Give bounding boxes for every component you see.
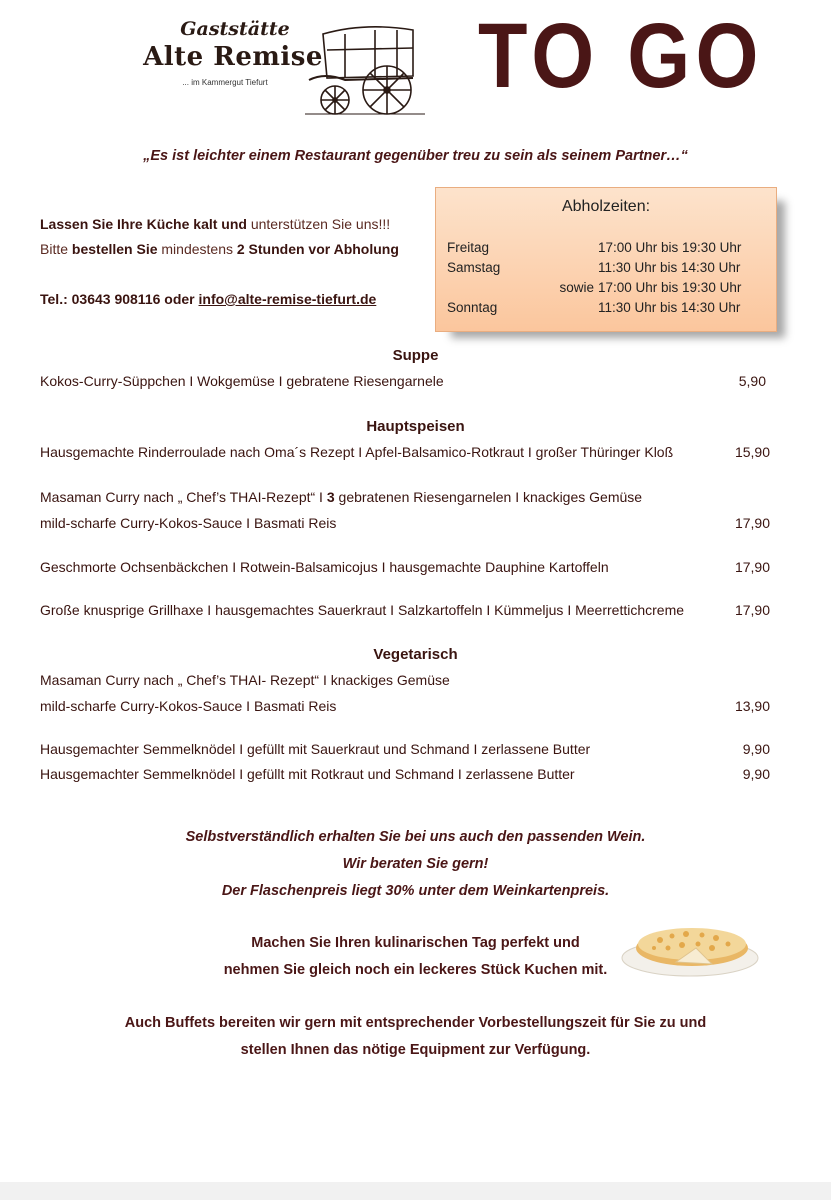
pickup-row	[447, 280, 762, 300]
order-info	[40, 212, 399, 312]
menu-item-text: gebratenen Riesengarnelen I knackiges Gemüse	[334, 489, 643, 505]
pickup-day: Sonntag	[447, 300, 498, 315]
info-line1-light: unterstützen Sie uns!!!	[246, 216, 391, 232]
menu-item: Hausgemachter Semmelknödel I gefüllt mit Sauerkraut und Schmand I zerlassene Butter	[40, 741, 591, 757]
pickup-mid: sowie	[559, 280, 594, 295]
menu-item	[40, 489, 642, 505]
wine-line: Der Flaschenpreis liegt 30% unter dem Weinkartenpreis.	[221, 883, 610, 899]
cake-line: Machen Sie Ihren kulinarischen Tag perfekt und	[251, 935, 580, 951]
pickup-row	[447, 240, 762, 260]
menu-item-text: Masaman Curry nach „ Chef’s THAI-Rezept“ I	[40, 489, 327, 505]
quote: „Es ist leichter einem Restaurant gegenüber treu zu sein als seinem Partner…“	[143, 148, 688, 164]
pickup-times-box	[435, 187, 777, 332]
menu-item: Große knusprige Grillhaxe I hausgemachtes Sauerkraut I Salzkartoffeln I Kümmeljus I Meerrettichcreme	[40, 602, 685, 618]
menu-item: Hausgemachte Rinderroulade nach Oma´s Rezept I Apfel-Balsamico-Rotkraut I großer Thüringer Kloß	[40, 444, 674, 460]
pickup-time: 11:30 Uhr bis 14:30 Uhr	[598, 300, 741, 315]
info-line2-c: mindestens	[157, 241, 237, 257]
menu-price: 17,90	[734, 515, 770, 531]
menu-price: 17,90	[734, 602, 770, 618]
info-line2-b: bestellen Sie	[71, 241, 158, 257]
menu-price: 13,90	[734, 698, 770, 714]
pickup-row	[447, 300, 762, 320]
email-link[interactable]: info@alte-remise-tiefurt.de	[198, 291, 377, 307]
logo-line1: Gaststätte	[180, 18, 290, 40]
pickup-time: 11:30 Uhr bis 14:30 Uhr	[598, 260, 741, 275]
menu-price: 17,90	[734, 559, 770, 575]
menu-item-count: 3	[326, 489, 335, 505]
buffet-line: stellen Ihnen das nötige Equipment zur Verfügung.	[240, 1042, 591, 1058]
menu-price: 9,90	[742, 766, 770, 782]
menu-item: Geschmorte Ochsenbäckchen I Rotwein-Balsamicojus I hausgemachte Dauphine Kartoffeln	[40, 559, 609, 575]
section-title-hauptspeisen: Hauptspeisen	[366, 418, 465, 435]
pickup-day: Freitag	[447, 240, 490, 255]
section-title-vegetarisch: Vegetarisch	[373, 646, 458, 663]
menu-item: Hausgemachter Semmelknödel I gefüllt mit Rotkraut und Schmand I zerlassene Butter	[40, 766, 575, 782]
wine-line: Wir beraten Sie gern!	[342, 856, 489, 872]
info-line1-bold: Lassen Sie Ihre Küche kalt und	[40, 216, 247, 232]
menu-price: 5,90	[738, 373, 766, 389]
carriage-icon	[305, 20, 425, 118]
cake-line: nehmen Sie gleich noch ein leckeres Stück Kuchen mit.	[223, 962, 608, 978]
menu-item-line2: mild-scharfe Curry-Kokos-Sauce I Basmati Reis	[40, 698, 337, 714]
buffet-line: Auch Buffets bereiten wir gern mit entsprechender Vorbestellungszeit für Sie zu und	[124, 1015, 707, 1031]
pickup-row	[447, 260, 762, 280]
wine-note	[0, 824, 831, 905]
menu-price: 9,90	[742, 741, 770, 757]
pickup-title: Abholzeiten:	[561, 198, 651, 215]
menu-item: Masaman Curry nach „ Chef’s THAI- Rezept“ I knackiges Gemüse	[40, 672, 450, 688]
info-line2-a: Bitte	[40, 241, 72, 257]
pickup-time: 17:00 Uhr bis 19:30 Uhr	[598, 280, 742, 295]
logo-line2: Alte Remise	[143, 42, 323, 72]
menu-item-line2: mild-scharfe Curry-Kokos-Sauce I Basmati Reis	[40, 515, 337, 531]
headline: TO GO	[478, 5, 764, 107]
menu-price: 15,90	[734, 444, 770, 460]
page-footer-bar	[0, 1182, 831, 1200]
pickup-time: 17:00 Uhr bis 19:30 Uhr	[598, 240, 742, 255]
cake-icon	[620, 918, 760, 980]
logo	[115, 18, 425, 118]
logo-sub: ... im Kammergut Tiefurt	[182, 78, 268, 87]
info-line2-d: 2 Stunden vor Abholung	[236, 241, 399, 257]
menu-item: Kokos-Curry-Süppchen I Wokgemüse I gebratene Riesengarnele	[40, 373, 444, 389]
pickup-day: Samstag	[447, 260, 501, 275]
wine-line: Selbstverständlich erhalten Sie bei uns auch den passenden Wein.	[185, 829, 646, 845]
phone: Tel.: 03643 908116 oder	[40, 291, 199, 307]
section-title-suppe: Suppe	[392, 347, 439, 364]
buffet-note	[0, 1010, 831, 1064]
